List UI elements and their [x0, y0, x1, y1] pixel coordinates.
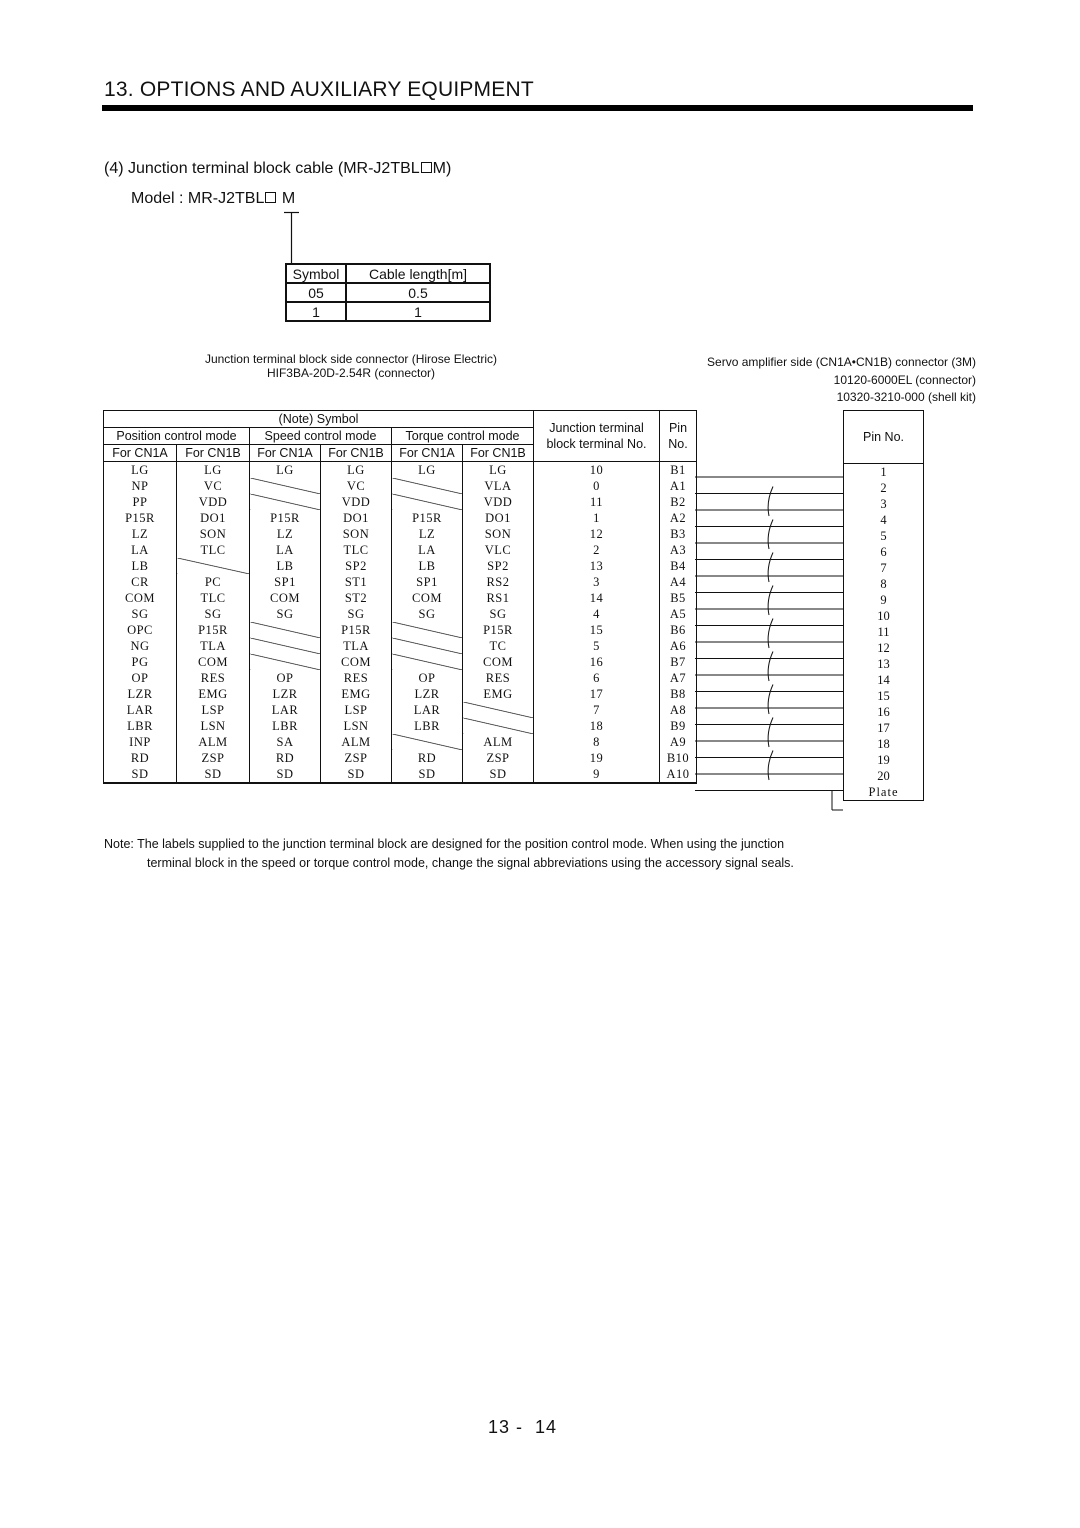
- signal-cell: VC: [177, 478, 250, 494]
- signal-cell: EMG: [463, 686, 534, 702]
- terminal-number-cell: 7: [534, 702, 660, 718]
- terminal-number-cell: 0: [534, 478, 660, 494]
- signal-cell: SP2: [463, 558, 534, 574]
- footnote-line: Note: The labels supplied to the junction terminal block are designed for the position control mode. When using the junction: [104, 837, 785, 851]
- signal-cell: ZSP: [177, 750, 250, 766]
- signal-cell: LA: [392, 542, 463, 558]
- pin-cell: A9: [660, 734, 697, 750]
- terminal-number-cell: 16: [534, 654, 660, 670]
- terminal-number-cell: 5: [534, 638, 660, 654]
- footnote: [104, 835, 964, 873]
- signal-cell: LG: [321, 462, 392, 479]
- pin-cell: B6: [660, 622, 697, 638]
- signal-cell: SP1: [250, 574, 321, 590]
- signal-cell: ZSP: [463, 750, 534, 766]
- connector-header: For CN1B: [463, 445, 534, 462]
- heading-prefix: (4) Junction terminal block cable (MR-J2TBL: [104, 160, 420, 177]
- section-title: 13. OPTIONS AND AUXILIARY EQUIPMENT: [104, 78, 534, 101]
- model-suffix: M: [277, 190, 296, 207]
- pin-cell: A1: [660, 478, 697, 494]
- signal-cell: RES: [321, 670, 392, 686]
- servo-pin-cell: 3: [844, 496, 924, 512]
- table-cell: 0.5: [346, 283, 490, 302]
- pin-cell: A8: [660, 702, 697, 718]
- signal-cell: LAR: [104, 702, 177, 718]
- signal-cell: TLA: [321, 638, 392, 654]
- connector-header: For CN1B: [321, 445, 392, 462]
- signal-cell: SA: [250, 734, 321, 750]
- signal-cell: SD: [250, 766, 321, 783]
- signal-cell: SON: [463, 526, 534, 542]
- pin-cell: A7: [660, 670, 697, 686]
- signal-cell: LSP: [321, 702, 392, 718]
- signal-cell: ALM: [321, 734, 392, 750]
- pin-cell: A6: [660, 638, 697, 654]
- signal-cell: SON: [177, 526, 250, 542]
- servo-pin-cell: 18: [844, 736, 924, 752]
- connector-header: For CN1A: [392, 445, 463, 462]
- pin-cell: B2: [660, 494, 697, 510]
- signal-cell: LG: [392, 462, 463, 479]
- pin-cell: B3: [660, 526, 697, 542]
- terminal-number-cell: 1: [534, 510, 660, 526]
- servo-pin-cell: 1: [844, 464, 924, 481]
- signal-cell: LG: [177, 462, 250, 479]
- signal-cell: OPC: [104, 622, 177, 638]
- signal-cell: SP1: [392, 574, 463, 590]
- signal-cell: LSN: [177, 718, 250, 734]
- signal-cell: COM: [321, 654, 392, 670]
- signal-cell: ALM: [177, 734, 250, 750]
- terminal-number-cell: 19: [534, 750, 660, 766]
- signal-cell: LB: [392, 558, 463, 574]
- pin-cell: A3: [660, 542, 697, 558]
- signal-cell: ZSP: [321, 750, 392, 766]
- pin-cell: B10: [660, 750, 697, 766]
- signal-cell: LB: [104, 558, 177, 574]
- terminal-number-cell: 14: [534, 590, 660, 606]
- note-symbol-header: (Note) Symbol: [104, 411, 534, 428]
- signal-cell: RD: [392, 750, 463, 766]
- twisted-pair-mark: [768, 520, 773, 550]
- caption-line: Junction terminal block side connector (Hirose Electric): [204, 352, 498, 366]
- footnote-line: terminal block in the speed or torque control mode, change the signal abbreviations using the accessory signal seals.: [147, 856, 794, 870]
- table-cell: 05: [286, 283, 346, 302]
- mode-header: Speed control mode: [250, 428, 392, 445]
- signal-cell: COM: [392, 590, 463, 606]
- pin-cell: A5: [660, 606, 697, 622]
- signal-cell: TLC: [177, 590, 250, 606]
- signal-cell: INP: [104, 734, 177, 750]
- servo-pin-cell: 10: [844, 608, 924, 624]
- twisted-pair-mark: [768, 718, 773, 748]
- signal-cell: P15R: [250, 510, 321, 526]
- signal-cell: OP: [392, 670, 463, 686]
- terminal-number-cell: 17: [534, 686, 660, 702]
- signal-cell: LG: [463, 462, 534, 479]
- signal-cell: DO1: [463, 510, 534, 526]
- signal-cell: SG: [104, 606, 177, 622]
- signal-cell: COM: [463, 654, 534, 670]
- servo-pin-cell: 12: [844, 640, 924, 656]
- signal-cell: LSN: [321, 718, 392, 734]
- signal-cell: P15R: [321, 622, 392, 638]
- junction-terminal-header: Junction terminal block terminal No.: [534, 411, 660, 462]
- signal-cell: SG: [177, 606, 250, 622]
- signal-cell: PG: [104, 654, 177, 670]
- servo-pin-cell: 15: [844, 688, 924, 704]
- signal-cell: TLA: [177, 638, 250, 654]
- servo-pin-cell: 6: [844, 544, 924, 560]
- signal-cell: PC: [177, 574, 250, 590]
- signal-cell: RS1: [463, 590, 534, 606]
- signal-cell: LZ: [250, 526, 321, 542]
- signal-cell: SG: [463, 606, 534, 622]
- caption-line: Servo amplifier side (CN1A•CN1B) connector (3M): [707, 355, 976, 369]
- terminal-number-cell: 10: [534, 462, 660, 479]
- signal-cell: OP: [250, 670, 321, 686]
- signal-cell: VLA: [463, 478, 534, 494]
- pin-cell: A2: [660, 510, 697, 526]
- terminal-number-cell: 15: [534, 622, 660, 638]
- plate-cell: Plate: [844, 784, 924, 801]
- pin-no-header: Pin No.: [660, 411, 697, 462]
- signal-cell: VDD: [321, 494, 392, 510]
- signal-cell: OP: [104, 670, 177, 686]
- signal-cell: SG: [392, 606, 463, 622]
- connector-header: For CN1A: [104, 445, 177, 462]
- heading-suffix: M): [432, 160, 452, 177]
- pin-cell: B5: [660, 590, 697, 606]
- servo-pin-cell: 2: [844, 480, 924, 496]
- servo-pin-cell: 19: [844, 752, 924, 768]
- terminal-number-cell: 2: [534, 542, 660, 558]
- servo-pin-cell: 9: [844, 592, 924, 608]
- signal-cell: RES: [463, 670, 534, 686]
- signal-cell: RD: [104, 750, 177, 766]
- signal-cell: PP: [104, 494, 177, 510]
- terminal-number-cell: 8: [534, 734, 660, 750]
- signal-cell: SP2: [321, 558, 392, 574]
- signal-cell: LZ: [392, 526, 463, 542]
- terminal-number-cell: 11: [534, 494, 660, 510]
- signal-cell: SD: [392, 766, 463, 783]
- twisted-pair-mark: [768, 619, 773, 649]
- signal-cell: ALM: [463, 734, 534, 750]
- servo-pin-cell: 4: [844, 512, 924, 528]
- signal-cell: VC: [321, 478, 392, 494]
- signal-cell: P15R: [104, 510, 177, 526]
- pin-no-header: Pin No.: [844, 411, 924, 464]
- signal-cell: CR: [104, 574, 177, 590]
- signal-cell: SG: [321, 606, 392, 622]
- servo-pin-cell: 16: [844, 704, 924, 720]
- signal-cell: LBR: [250, 718, 321, 734]
- pin-cell: B4: [660, 558, 697, 574]
- twisted-pair-mark: [768, 487, 773, 517]
- signal-cell: DO1: [177, 510, 250, 526]
- signal-cell: LZR: [250, 686, 321, 702]
- caption-line: 10320-3210-000 (shell kit): [836, 390, 976, 404]
- signal-cell: VLC: [463, 542, 534, 558]
- signal-cell: LAR: [250, 702, 321, 718]
- signal-cell: RES: [177, 670, 250, 686]
- servo-pin-cell: 8: [844, 576, 924, 592]
- signal-cell: P15R: [177, 622, 250, 638]
- table-cell: 1: [286, 302, 346, 321]
- signal-cell: SD: [177, 766, 250, 783]
- signal-cell: RD: [250, 750, 321, 766]
- pin-cell: B8: [660, 686, 697, 702]
- servo-pin-cell: 7: [844, 560, 924, 576]
- servo-pin-cell: 5: [844, 528, 924, 544]
- signal-cell: NG: [104, 638, 177, 654]
- terminal-number-cell: 4: [534, 606, 660, 622]
- terminal-number-cell: 6: [534, 670, 660, 686]
- servo-pin-cell: 14: [844, 672, 924, 688]
- signal-cell: NP: [104, 478, 177, 494]
- servo-pin-cell: 20: [844, 768, 924, 784]
- signal-cell: P15R: [463, 622, 534, 638]
- signal-cell: LBR: [392, 718, 463, 734]
- pin-cell: B9: [660, 718, 697, 734]
- servo-pin-cell: 11: [844, 624, 924, 640]
- signal-cell: COM: [250, 590, 321, 606]
- connector-header: For CN1B: [177, 445, 250, 462]
- twisted-pair-mark: [768, 553, 773, 583]
- pin-cell: B7: [660, 654, 697, 670]
- column-header: Symbol: [286, 264, 346, 283]
- signal-cell: ST1: [321, 574, 392, 590]
- twisted-pair-mark: [768, 652, 773, 682]
- signal-cell: SON: [321, 526, 392, 542]
- signal-cell: RS2: [463, 574, 534, 590]
- twisted-pair-mark: [768, 586, 773, 616]
- signal-cell: TC: [463, 638, 534, 654]
- signal-cell: SD: [104, 766, 177, 783]
- column-header: Cable length[m]: [346, 264, 490, 283]
- signal-cell: LAR: [392, 702, 463, 718]
- signal-cell: EMG: [177, 686, 250, 702]
- terminal-number-cell: 18: [534, 718, 660, 734]
- signal-cell: LBR: [104, 718, 177, 734]
- signal-cell: COM: [104, 590, 177, 606]
- signal-cell: COM: [177, 654, 250, 670]
- connector-header: For CN1A: [250, 445, 321, 462]
- model-prefix: Model : MR-J2TBL: [131, 190, 265, 207]
- pin-cell: A4: [660, 574, 697, 590]
- signal-cell: LG: [250, 462, 321, 479]
- terminal-number-cell: 9: [534, 766, 660, 783]
- signal-cell: SD: [321, 766, 392, 783]
- signal-cell: TLC: [321, 542, 392, 558]
- signal-cell: TLC: [177, 542, 250, 558]
- terminal-number-cell: 3: [534, 574, 660, 590]
- servo-pin-cell: 17: [844, 720, 924, 736]
- terminal-number-cell: 12: [534, 526, 660, 542]
- signal-cell: SD: [463, 766, 534, 783]
- pin-cell: A10: [660, 766, 697, 783]
- signal-cell: LZ: [104, 526, 177, 542]
- signal-cell: LA: [250, 542, 321, 558]
- mode-header: Position control mode: [104, 428, 250, 445]
- caption-line: HIF3BA-20D-2.54R (connector): [266, 366, 436, 380]
- signal-cell: DO1: [321, 510, 392, 526]
- signal-cell: LZR: [104, 686, 177, 702]
- mode-header: Torque control mode: [392, 428, 534, 445]
- signal-cell: ST2: [321, 590, 392, 606]
- signal-cell: SG: [250, 606, 321, 622]
- terminal-number-cell: 13: [534, 558, 660, 574]
- twisted-pair-mark: [768, 751, 773, 781]
- signal-cell: LA: [104, 542, 177, 558]
- signal-cell: LSP: [177, 702, 250, 718]
- signal-cell: P15R: [392, 510, 463, 526]
- signal-cell: LB: [250, 558, 321, 574]
- table-cell: 1: [346, 302, 490, 321]
- signal-cell: EMG: [321, 686, 392, 702]
- signal-cell: LG: [104, 462, 177, 479]
- twisted-pair-mark: [768, 685, 773, 715]
- signal-cell: LZR: [392, 686, 463, 702]
- pin-cell: B1: [660, 462, 697, 479]
- signal-cell: VDD: [177, 494, 250, 510]
- caption-line: 10120-6000EL (connector): [833, 373, 976, 387]
- signal-cell: VDD: [463, 494, 534, 510]
- page-number: 13 - 14: [488, 1417, 558, 1437]
- servo-pin-cell: 13: [844, 656, 924, 672]
